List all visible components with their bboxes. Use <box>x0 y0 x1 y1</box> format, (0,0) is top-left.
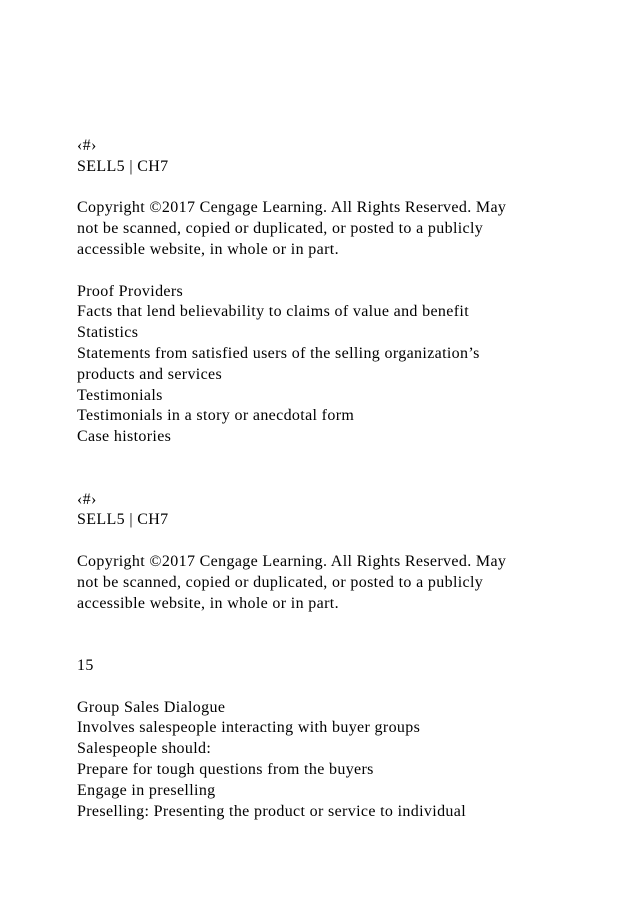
body-line: Testimonials <box>77 386 163 404</box>
body-line: Involves salespeople interacting with buyer groups <box>77 719 421 737</box>
blank-line <box>77 635 617 656</box>
body-line: products and services <box>77 365 223 383</box>
body-line: Testimonials in a story or anecdotal form <box>77 407 355 425</box>
section-heading: Proof Providers <box>77 282 184 300</box>
course-chapter-label: SELL5 | CH7 <box>77 511 169 529</box>
body-line: Engage in preselling <box>77 781 216 799</box>
blank-line <box>77 677 617 698</box>
blank-line <box>77 261 617 282</box>
copyright-line: not be scanned, copied or duplicated, or posted to a publicly <box>77 573 484 591</box>
blank-line <box>77 178 617 199</box>
page-number: 15 <box>77 656 94 674</box>
body-line: Facts that lend believability to claims of value and benefit <box>77 303 469 321</box>
blank-line <box>77 531 617 552</box>
body-line: Statistics <box>77 324 139 342</box>
course-chapter-label: SELL5 | CH7 <box>77 157 169 175</box>
body-line: Salespeople should: <box>77 740 212 758</box>
slide-number-placeholder: ‹#› <box>77 137 97 154</box>
body-line: Preselling: Presenting the product or service to individual <box>77 802 467 820</box>
copyright-line: accessible website, in whole or in part. <box>77 240 339 258</box>
blank-line <box>77 469 617 490</box>
slide-number-placeholder: ‹#› <box>77 490 97 508</box>
copyright-line: not be scanned, copied or duplicated, or posted to a publicly <box>77 220 484 238</box>
blank-line <box>77 448 617 469</box>
body-line: Prepare for tough questions from the buyers <box>77 760 374 778</box>
document-text <box>77 136 617 822</box>
section-heading: Group Sales Dialogue <box>77 698 226 716</box>
body-line: Statements from satisfied users of the selling organization’s <box>77 344 480 362</box>
copyright-line: Copyright ©2017 Cengage Learning. All Rights Reserved. May <box>77 552 507 570</box>
body-line: Case histories <box>77 428 172 446</box>
copyright-line: accessible website, in whole or in part. <box>77 594 339 612</box>
copyright-line: Copyright ©2017 Cengage Learning. All Rights Reserved. May <box>77 199 507 217</box>
blank-line <box>77 614 617 635</box>
